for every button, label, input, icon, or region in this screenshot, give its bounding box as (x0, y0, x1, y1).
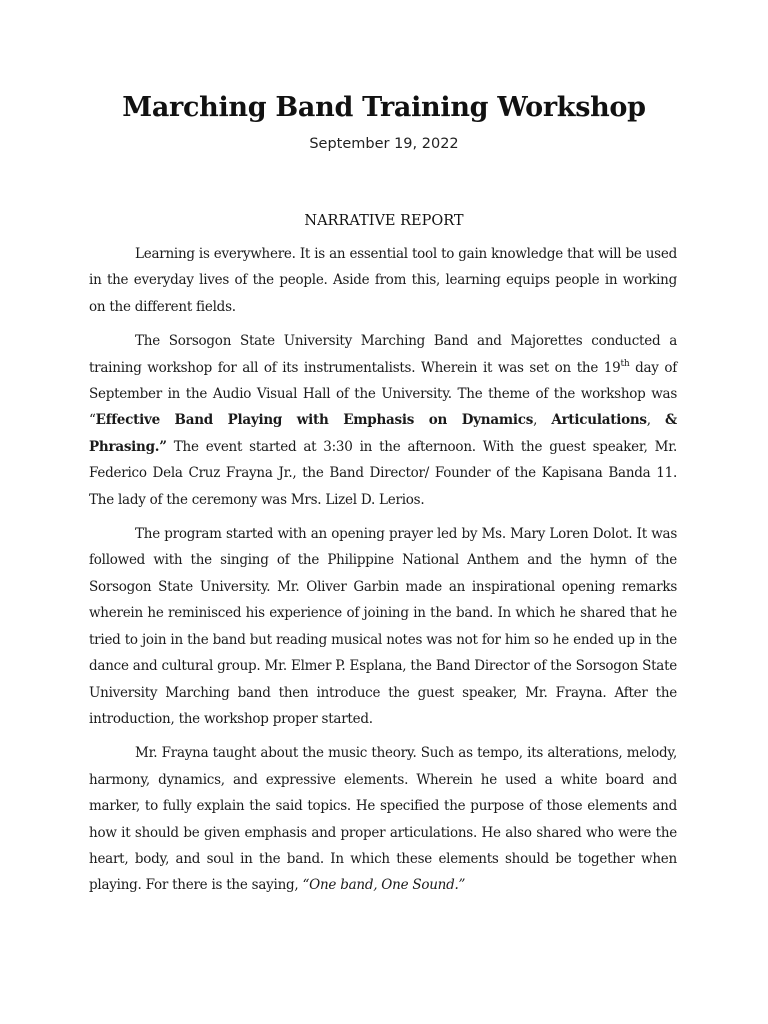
section-heading: NARRATIVE REPORT (304, 213, 464, 229)
workshop-theme: & Phrasing.” (89, 412, 677, 455)
paragraph-text: The event started at 3:30 in the afternoon. With the guest speaker, Mr. Federico Dela Cruz Frayna Jr., the Band Director/ Founder of the Kapisana Banda 11. The lady of the ceremony was Mrs. Lizel D. Lerios. (89, 438, 677, 508)
paragraph-text: The program started with an opening prayer led by Ms. Mary Loren Dolot. It was followed with the singing of the Philippine National Anthem and the hymn of the Sorsogon State University. Mr. Oliver Garbin made an inspirational opening remarks wherein he reminisced his experience of joining in the band. In which he shared that he tried to join in the band but reading musical notes was not for him so he ended up in the dance and cultural group. Mr. Elmer P. Esplana, the Band Director of the Sorsogon State University Marching band then introduce the guest speaker, Mr. Frayna. After the introduction, the workshop proper started. (89, 526, 677, 727)
document-title: Marching Band Training Workshop (122, 92, 646, 123)
band-saying-quote: “One band, One Sound.” (302, 877, 466, 894)
document-date: September 19, 2022 (309, 136, 459, 152)
paragraph-text: The Sorsogon State University Marching Band and Majorettes conducted a training workshop for all of its instrumentalists. Wherein it was set on the 19 (89, 333, 677, 376)
paragraph-lecture (89, 740, 677, 898)
paragraph-text: day of September in the Audio Visual Hall of the University. The theme of the workshop was “ (89, 359, 677, 429)
paragraph-text: Learning is everywhere. It is an essential tool to gain knowledge that will be used in the everyday lives of the people. Aside from this, learning equips people in working on the different fields. (89, 246, 677, 315)
paragraph-event (89, 328, 677, 513)
paragraph-text: Mr. Frayna taught about the music theory. Such as tempo, its alterations, melody, harmony, dynamics, and expressive elements. Wherein he used a white board and marker, to fully explain the said topics. He specified the purpose of those elements and how it should be given emphasis and proper articulations. He also shared who were the heart, body, and soul in the band. In which these elements should be together when playing. For there is the saying, (89, 745, 677, 894)
paragraph-program (89, 521, 677, 732)
ordinal-suffix: th (620, 358, 630, 369)
report-body (89, 241, 677, 907)
workshop-theme: Articulations (551, 412, 647, 429)
theme-separator: , (646, 412, 666, 429)
workshop-theme: Effective Band Playing with Emphasis on Dynamics (95, 412, 534, 429)
paragraph-intro (89, 241, 677, 320)
theme-separator: , (533, 412, 552, 429)
